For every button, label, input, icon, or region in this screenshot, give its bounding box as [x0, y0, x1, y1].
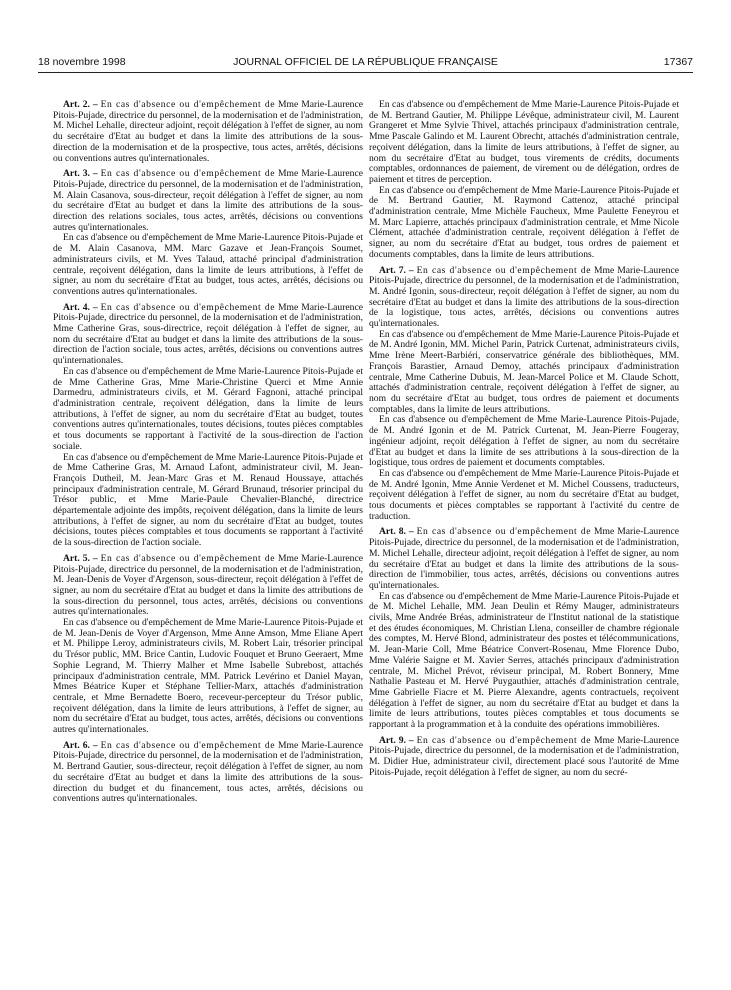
right-column: [369, 100, 679, 779]
paragraph-text: En cas d'absence ou d'empêchement de Mme Marie-Laurence Pitois-Pujade et de M. André Igonin, Mme Annie Verdenet et M. Michel Coussens, traducteurs, reçoivent délégation à l'effet de signer, au nom du secrétaire d'Etat au budget, tous documents et pièces comptables se rapportant à l'activité du centre de traduction.: [369, 467, 679, 522]
page-header: [38, 56, 693, 72]
article-paragraph: [53, 100, 363, 164]
article-paragraph: [369, 736, 679, 779]
paragraph-text: Mme Marie-Laurence Pitois-Pujade, directrice du personnel, de la modernisation et de l'administration, M. Bertrand Gautier, sous-directeur, reçoit délégation à l'effet de signer, au nom du secrétaire d'Etat au budget et dans la limite des attributions de la sous-direction du budget et du financement, tous actes, arrêtés, décisions ou conventions autres qu'internationales.: [53, 739, 363, 805]
body-paragraph: [53, 233, 363, 297]
article-paragraph: [53, 169, 363, 233]
article-lead: En cas d'absence ou d'empêchement de: [100, 301, 276, 313]
paragraph-text: Mme Marie-Laurence Pitois-Pujade, directrice du personnel, de la modernisation et de l'administration, M. Michel Lehalle, directeur adjoint, reçoit délégation à l'effet de signer, au nom du secrétaire d'Etat au budget et dans la limite des attributions de la sous-direction de la modernisation et de la prospective, tous actes, arrêtés, décisions ou conventions autres qu'internationales.: [53, 99, 363, 164]
article-label: Art. 7. –: [379, 264, 414, 276]
paragraph-text: En cas d'absence ou d'empêchement de Mme Marie-Laurence Pitois-Pujade et de Mme Catherine Gras, M. Arnaud Lafont, administrateur civil, M. Jean-François Dutheil, M. Jean-Marc Gras et M. Renaud Houssaye, attachés principaux d'administration centrale, M. Gérard Brunaud, trésorier principal du Trésor public, et Mme Marie-Paule Chevalier-Blanché, directrice départementale adjointe des impôts, reçoivent délégation, dans la limite de leurs attributions, à l'effet de signer, au nom du secrétaire d'Etat au budget, toutes décisions, toutes pièces comptables et tous documents se rapportant à l'activité de la sous-direction de l'action sociale.: [53, 451, 363, 549]
article-paragraph: [53, 741, 363, 805]
article-label: Art. 9. –: [379, 734, 414, 746]
header-title: JOURNAL OFFICIEL DE LA RÉPUBLIQUE FRANÇAISE: [233, 56, 498, 68]
paragraph-text: Mme Marie-Laurence Pitois-Pujade, directrice du personnel, de la modernisation et de l'administration, M. Alain Casanova, sous-directeur, reçoit délégation à l'effet de signer, au nom du secrétaire d'Etat au budget et dans la limite des attributions de la sous-direction des relations sociales, tous actes, arrêtés, décisions ou conventions autres qu'internationales.: [53, 168, 363, 233]
article-lead: En cas d'absence ou d'empêchement de: [100, 552, 276, 564]
article-label: Art. 2. –: [63, 99, 98, 110]
body-paragraph: [53, 618, 363, 736]
article-lead: En cas d'absence ou d'empêchement de: [416, 526, 592, 538]
paragraph-text: Mme Marie-Laurence Pitois-Pujade, directrice du personnel, de la modernisation et de l'administration, Mme Catherine Gras, sous-directrice, reçoit délégation à l'effet de signer, au nom du secrétaire d'Etat au budget et dans la limite des attributions de la sous-direction de l'action sociale, tous actes, arrêtés, décisions ou conventions autres qu'internationales.: [53, 301, 363, 367]
paragraph-text: Mme Marie-Laurence Pitois-Pujade, directrice du personnel, de la modernisation et de l'administration, M. Didier Hue, administrateur civil, directement placé sous l'autorité de Mme Pitois-Pujade, reçoit délégation à l'effet de signer, au nom du secré-: [369, 734, 679, 778]
body-paragraph: [369, 100, 679, 186]
body-paragraph: [369, 186, 679, 261]
paragraph-text: En cas d'absence ou d'empêchement de Mme Marie-Laurence Pitois-Pujade et de M. Alain Casanova, MM. Marc Gazave et Jean-François Soumet, administrateurs civils, et M. Yves Talaud, attaché principal d'administration centrale, reçoivent délégation, dans la limite de leurs attributions, à l'effet de signer, au nom du secrétaire d'Etat au budget, tous actes, arrêtés, décisions ou conventions autres qu'internationales.: [53, 232, 363, 297]
body-paragraph: [369, 469, 679, 523]
article-label: Art. 4. –: [63, 301, 98, 313]
header-page-number: 17367: [663, 56, 693, 68]
paragraph-text: En cas d'absence ou d'empêchement de Mme Marie-Laurence Pitois-Pujade et de M. Jean-Denis de Voyer d'Argenson, Mme Anne Amson, Mme Eliane Apert et M. Philippe Leroy, administrateurs civils, M. Robert Lair, trésorier principal du Trésor public, MM. Brice Cantin, Ludovic Fouquet et Bruno Geeraert, Mme Sophie Legrand, M. Thierry Malher et Mme Isabelle Subrebost, attachés principaux d'administration centrale, MM. Patrick Levérino et Daniel Mayan, Mmes Béatrice Kuper et Stéphane Tellier-Marx, attachés d'administration centrale, et Mme Bernadette Boero, receveur-percepteur du Trésor public, reçoivent délégation, dans la limite de leurs attributions, à l'effet de signer, au nom du secrétaire d'Etat au budget, tous actes, arrêtés, décisions ou conventions autres qu'internationales.: [53, 617, 363, 736]
body-paragraph: [53, 367, 363, 453]
header-date: 18 novembre 1998: [38, 56, 126, 68]
article-label: Art. 6. –: [63, 739, 98, 751]
paragraph-text: En cas d'absence ou d'empêchement de Mme Marie-Laurence Pitois-Pujade, de M. André Igonin et de M. Patrick Curtenat, M. Jean-Pierre Fougeray, ingénieur adjoint, reçoit délégation à l'effet de signer, au nom du secrétaire d'Etat au budget et dans la limite de ses attributions à la sous-direction de la logistique, tous ordres de paiement et documents comptables.: [369, 414, 679, 469]
article-lead: En cas d'absence ou d'empêchement de: [100, 739, 276, 751]
article-paragraph: [53, 303, 363, 367]
article-label: Art. 5. –: [63, 552, 98, 564]
article-lead: En cas d'absence ou d'empêchement de: [100, 168, 276, 180]
article-paragraph: [369, 527, 679, 591]
left-column: [53, 100, 363, 805]
article-lead: En cas d'absence ou d'empêchement de: [416, 264, 592, 276]
header-rule: [38, 72, 693, 73]
article-paragraph: [53, 554, 363, 618]
body-paragraph: [53, 453, 363, 549]
paragraph-text: En cas d'absence ou d'empêchement de Mme Marie-Laurence Pitois-Pujade et de Mme Catherine Gras, Mme Marie-Christine Querci et Mme Annie Darmedru, administrateurs civils, et M. Gérard Fagnoni, attaché principal d'administration centrale, reçoivent délégation, dans la limite de leurs attributions, à l'effet de signer, au nom du secrétaire d'Etat au budget, toutes conventions autres qu'internationales, toutes décisions, toutes pièces comptables et tous documents se rapportant à l'activité de la sous-direction de l'action sociale.: [53, 365, 363, 452]
paragraph-text: En cas d'absence ou d'empêchement de Mme Marie-Laurence Pitois-Pujade et de M. Michel Lehalle, MM. Jean Deulin et Rémy Mauger, administrateurs civils, Mme Andrée Bréas, administrateur de l'Institut national de la statistique et des études économiques, M. Christian Llena, conseiller de chambre régionale des comptes, M. Hervé Blond, administrateur des postes et télécommunications, M. Jean-Marie Coll, Mme Béatrice Convert-Rosenau, Mme Florence Dubo, Mme Valérie Saigne et M. Xavier Serres, attachés principaux d'administration centrale, M. Michel Prévot, réviseur principal, M. Robert Bonnery, Mme Nathalie Pasteau et M. Hervé Puygauthier, attachés d'administration centrale, Mme Gabrielle Fiacre et M. Pierre Alexandre, agents contractuels, reçoivent délégation à l'effet de signer, au nom du secrétaire d'Etat au budget et dans la limite de leurs attributions, toutes pièces comptables et tous documents se rapportant à la programmation et à la conduite des opérations immobilières.: [369, 590, 679, 731]
paragraph-text: En cas d'absence ou d'empêchement de Mme Marie-Laurence Pitois-Pujade et de M. Bertrand Gautier, M. Philippe Lévêque, administrateur civil, M. Laurent Grangeret et Mme Sylvie Thivel, attachés principaux d'administration centrale, Mme Pascale Galindo et M. Laurent Obrecht, attachés d'administration centrale, reçoivent délégation, dans la limite de leurs attributions, à l'effet de signer, au nom du secrétaire d'Etat au budget, tous virements de crédits, documents comptables, ordonnances de paiement, de virement ou de délégation, ordres de paiement et titres de perception.: [369, 99, 679, 185]
body-paragraph: [369, 415, 679, 469]
article-label: Art. 8. –: [379, 526, 414, 538]
article-lead: En cas d'absence ou d'empêchement de: [416, 734, 592, 746]
paragraph-text: Mme Marie-Laurence Pitois-Pujade, directrice du personnel, de la modernisation et de l'administration, M. André Igonin, sous-directeur, reçoit délégation à l'effet de signer, au nom du secrétaire d'Etat au budget et dans la limite des attributions de la sous-direction de la logistique, tous actes, arrêtés, décisions ou conventions autres qu'internationales.: [369, 264, 679, 330]
article-lead: En cas d'absence ou d'empêchement de: [100, 99, 276, 110]
article-paragraph: [369, 266, 679, 330]
paragraph-text: En cas d'absence ou d'empêchement de Mme Marie-Laurence Pitois-Pujade et de M. André Igonin, MM. Michel Parin, Patrick Curtenat, administrateurs civils, Mme Irène Meert-Barbiéri, conservatrice générale des bibliothèques, MM. François Barastier, Arnaud Demoy, attachés principaux d'administration centrale, Mme Catherine Dubuis, M. Jean-Marcel Police et M. Claude Schott, attachés d'administration centrale, reçoivent délégation à l'effet de signer, au nom du secrétaire d'Etat au budget, tous ordres de paiement et documents comptables, dans la limite de leurs attributions.: [369, 328, 679, 415]
body-paragraph: [369, 330, 679, 416]
paragraph-text: En cas d'absence ou d'empêchement de Mme Marie-Laurence Pitois-Pujade et de M. Bertrand Gautier, M. Raymond Cattenoz, attaché principal d'administration centrale, Mme Michèle Faucheux, Mme Paulette Feneyrou et M. Marc Lapierre, attachés principaux d'administration centrale, et Mme Nicole Clément, attachée d'administration centrale, reçoivent délégation à l'effet de signer, au nom du secrétaire d'Etat au budget, tous ordres de paiement et documents comptables, dans la limite de leurs attributions.: [369, 184, 679, 260]
article-label: Art. 3. –: [63, 168, 98, 180]
body-paragraph: [369, 592, 679, 731]
paragraph-text: Mme Marie-Laurence Pitois-Pujade, directrice du personnel, de la modernisation et de l'administration, M. Michel Lehalle, directeur adjoint, reçoit délégation à l'effet de signer, au nom du secrétaire d'Etat au budget et dans la limite des attributions de la sous-direction de l'immobilier, tous actes, arrêtés, décisions ou conventions autres qu'internationales.: [369, 526, 679, 591]
paragraph-text: Mme Marie-Laurence Pitois-Pujade, directrice du personnel, de la modernisation et de l'administration, M. Jean-Denis de Voyer d'Argenson, sous-directeur, reçoit délégation à l'effet de signer, au nom du secrétaire d'Etat au budget et dans la limite des attributions de la sous-direction du personnel, tous actes, arrêtés, décisions ou conventions autres qu'internationales.: [53, 552, 363, 618]
